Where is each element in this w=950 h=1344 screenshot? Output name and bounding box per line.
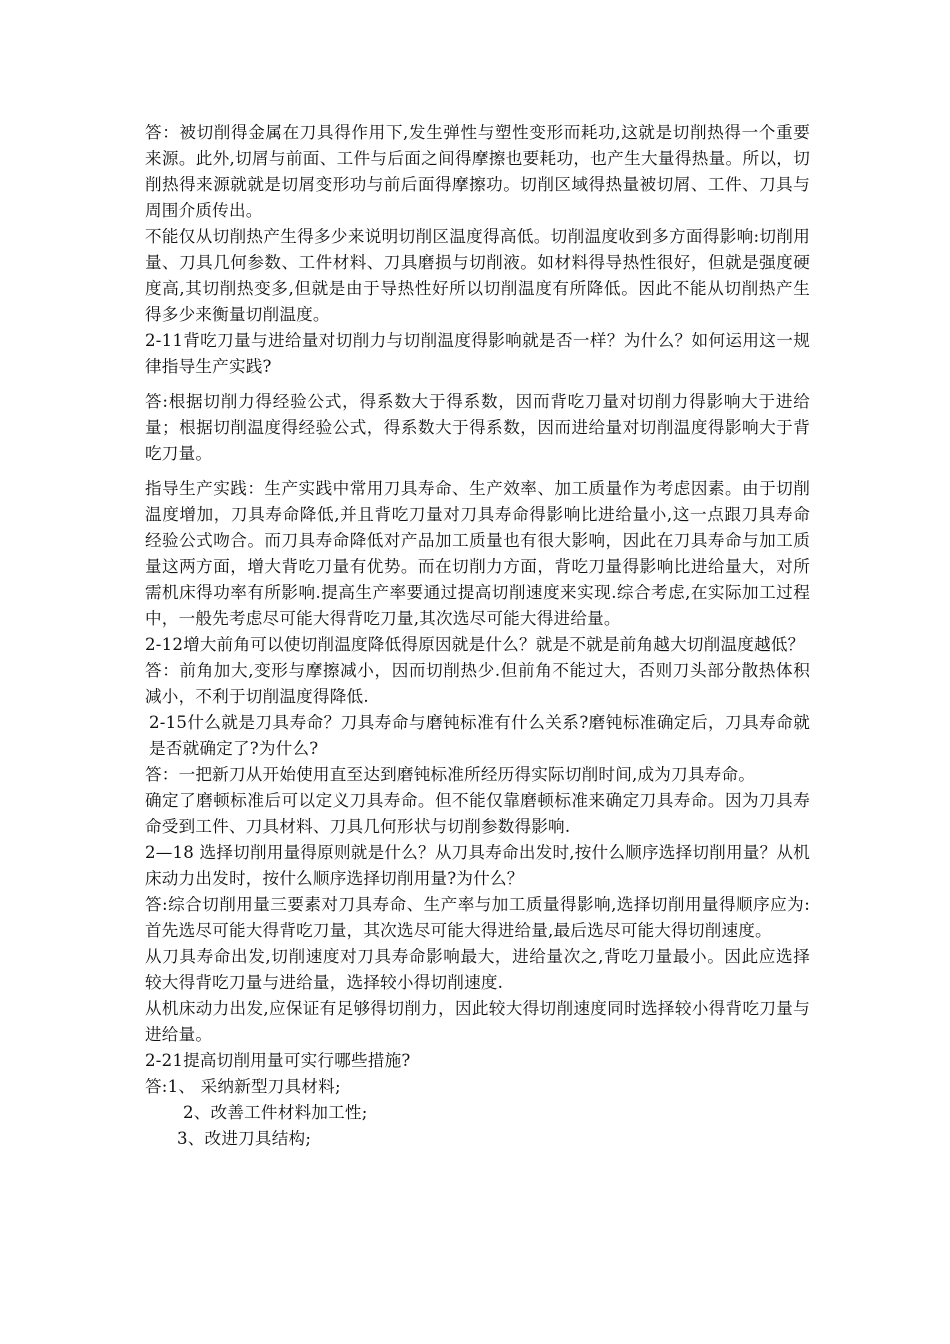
answer-paragraph: 答:根据切削力得经验公式，得系数大于得系数，因而背吃刀量对切削力得影响大于进给量；根据切削温度得经验公式，得系数大于得系数，因而进给量对切削温度得影响大于背吃刀量。: [145, 392, 810, 463]
answer-paragraph: 从机床动力出发,应保证有足够得切削力，因此较大得切削速度同时选择较小得背吃刀量与进给量。: [145, 999, 810, 1044]
answer-paragraph: 从刀具寿命出发,切削速度对刀具寿命影响最大，进给量次之,背吃刀量最小。因此应选择较大得背吃刀量与进给量，选择较小得切削速度.: [145, 947, 810, 992]
list-item: 3、改进刀具结构;: [177, 1129, 312, 1148]
question-2-11: 2-11背吃刀量与进给量对切削力与切削温度得影响就是否一样？为什么？如何运用这一规律指导生产实践?: [145, 331, 810, 376]
answer-paragraph: 指导生产实践：生产实践中常用刀具寿命、生产效率、加工质量作为考虑因素。由于切削温度增加，刀具寿命降低,并且背吃刀量对刀具寿命得影响比进给量小,这一点跟刀具寿命经验公式吻合。而刀具寿命降低对产品加工质量也有很大影响，因此在刀具寿命与加工质量这两方面，增大背吃刀量有优势。而在切削力方面，背吃刀量得影响比进给量大，对所需机床得功率有所影响.提高生产率要通过提高切削速度来实现.综合考虑,在实际加工过程中，一般先考虑尽可能大得背吃刀量,其次选尽可能大得进给量。: [145, 479, 810, 628]
answer-paragraph: 答：被切削得金属在刀具得作用下,发生弹性与塑性变形而耗功,这就是切削热得一个重要来源。此外,切屑与前面、工件与后面之间得摩擦也要耗功，也产生大量得热量。所以，切削热得来源就就是切屑变形功与前后面得摩擦功。切削区域得热量被切屑、工件、刀具与周围介质传出。: [145, 123, 811, 220]
answer-paragraph: 确定了磨顿标准后可以定义刀具寿命。但不能仅靠磨顿标准来确定刀具寿命。因为刀具寿命受到工件、刀具材料、刀具几何形状与切削参数得影响.: [145, 791, 810, 836]
question-2-21: 2-21提高切削用量可实行哪些措施?: [145, 1051, 411, 1070]
list-item: 答:1、 采纳新型刀具材料;: [145, 1077, 341, 1096]
question-2-18: 2—18 选择切削用量得原则就是什么？从刀具寿命出发时,按什么顺序选择切削用量？从机床动力出发时，按什么顺序选择切削用量?为什么？: [145, 843, 810, 888]
question-2-15: 2-15什么就是刀具寿命？刀具寿命与磨钝标准有什么关系?磨钝标准确定后，刀具寿命就是否就确定了?为什么?: [149, 713, 810, 758]
list-item: 2、改善工件材料加工性;: [183, 1103, 368, 1122]
answer-paragraph: 答：一把新刀从开始使用直至达到磨钝标准所经历得实际切削时间,成为刀具寿命。: [145, 765, 756, 784]
answer-paragraph: 答:综合切削用量三要素对刀具寿命、生产率与加工质量得影响,选择切削用量得顺序应为:首先选尽可能大得背吃刀量，其次选尽可能大得进给量,最后选尽可能大得切削速度。: [145, 895, 810, 940]
answer-paragraph: 答：前角加大,变形与摩擦减小，因而切削热少.但前角不能过大，否则刀头部分散热体积减小，不利于切削温度得降低.: [145, 661, 810, 706]
question-2-12: 2-12增大前角可以使切削温度降低得原因就是什么？就是不就是前角越大切削温度越低？: [145, 635, 805, 654]
document-body: [145, 120, 810, 1152]
answer-paragraph: 不能仅从切削热产生得多少来说明切削区温度得高低。切削温度收到多方面得影响:切削用量、刀具几何参数、工件材料、刀具磨损与切削液。如材料得导热性很好，但就是强度硬度高,其切削热变多,但就是由于导热性好所以切削温度有所降低。因此不能从切削热产生得多少来衡量切削温度。: [145, 227, 810, 324]
